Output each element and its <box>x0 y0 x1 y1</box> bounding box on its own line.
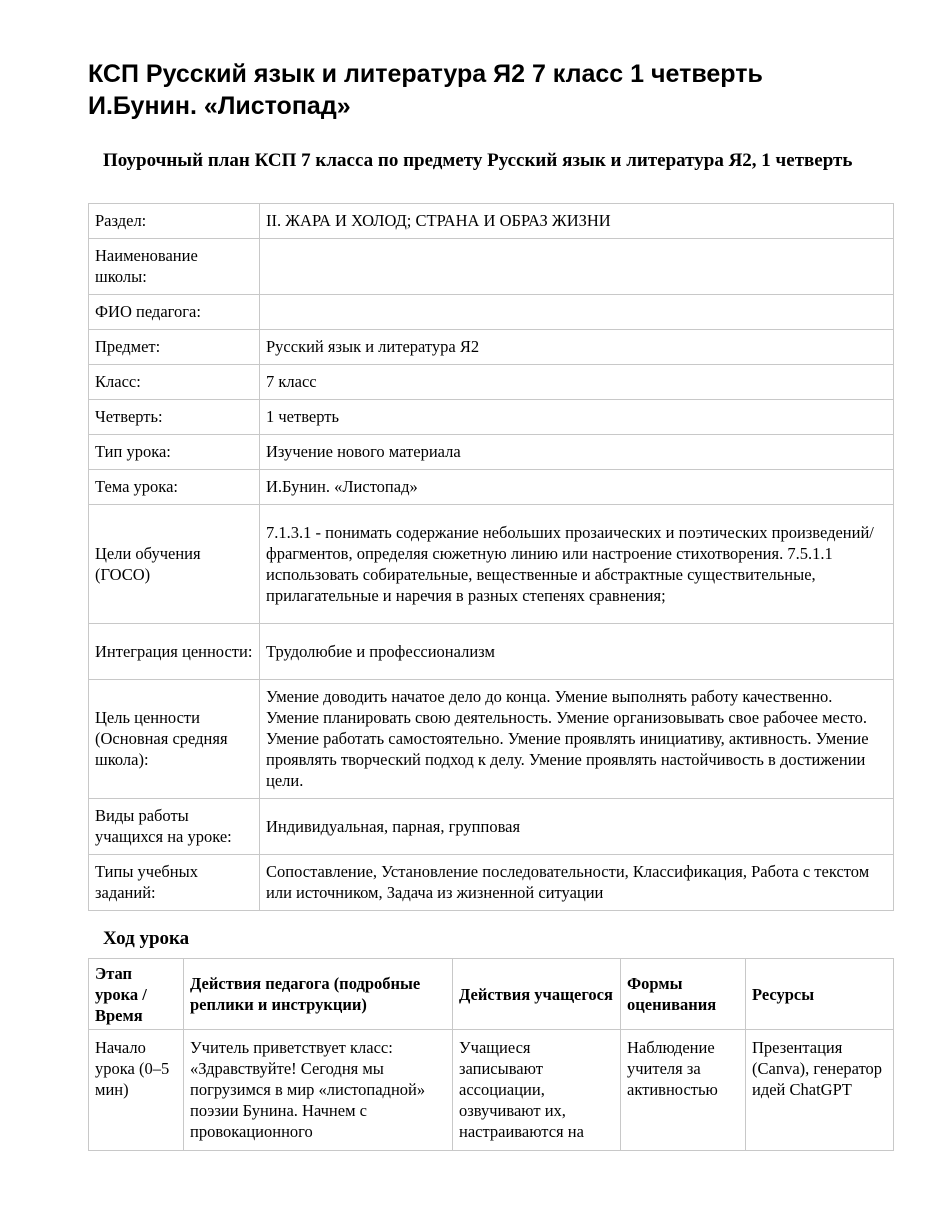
table-row <box>89 680 894 799</box>
cell-teacher-actions: Учитель приветствует класс: «Здравствуйте! Сегодня мы погрузимся в мир «листопадной» поэзии Бунина. Начнем с провокационного <box>184 1030 453 1151</box>
table-row <box>89 470 894 505</box>
lesson-info-table <box>88 203 894 911</box>
row-label: Четверть: <box>89 400 260 435</box>
row-value: 7.1.3.1 - понимать содержание небольших прозаических и поэтических произведений/ фрагментов, определяя сюжетную линию или настроение стихотворения. 7.5.1.1 использовать собирательные, вещественные и абстрактные существительные, прилагательные и наречия в разных степенях сравнения; <box>260 505 894 624</box>
row-value: Русский язык и литература Я2 <box>260 330 894 365</box>
table-header-row <box>89 959 894 1030</box>
column-header-teacher-actions: Действия педагога (подробные реплики и инструкции) <box>184 959 453 1030</box>
row-value: Умение доводить начатое дело до конца. Умение выполнять работу качественно. Умение планировать свою деятельность. Умение организовывать свое рабочее место. Умение работать самостоятельно. Умение проявлять инициативу, активность. Умение проявлять творческий подход к делу. Умение проявлять настойчивость в достижении цели. <box>260 680 894 799</box>
table-row <box>89 400 894 435</box>
table-row <box>89 239 894 295</box>
table-row <box>89 1030 894 1151</box>
row-label: ФИО педагога: <box>89 295 260 330</box>
row-label: Раздел: <box>89 204 260 239</box>
row-label: Цели обучения (ГОСО) <box>89 505 260 624</box>
row-value: Сопоставление, Установление последовательности, Классификация, Работа с текстом или источником, Задача из жизненной ситуации <box>260 855 894 911</box>
row-label: Тема урока: <box>89 470 260 505</box>
row-label: Предмет: <box>89 330 260 365</box>
title-line-2: И.Бунин. «Листопад» <box>88 92 351 120</box>
column-header-stage: Этап урока / Время <box>89 959 184 1030</box>
lesson-flow-table <box>88 958 894 1151</box>
table-row <box>89 295 894 330</box>
lesson-plan-heading: Поурочный план КСП 7 класса по предмету Русский язык и литература Я2, 1 четверть <box>103 150 853 171</box>
column-header-student-actions: Действия учащегося <box>453 959 621 1030</box>
cell-student-actions: Учащиеся записывают ассоциации, озвучивают их, настраиваются на <box>453 1030 621 1151</box>
cell-stage: Начало урока (0–5 мин) <box>89 1030 184 1151</box>
table-row <box>89 365 894 400</box>
lesson-flow-heading: Ход урока <box>103 928 190 949</box>
title-line-1: КСП Русский язык и литература Я2 7 класс 1 четверть <box>88 60 763 88</box>
row-value <box>260 239 894 295</box>
column-header-resources: Ресурсы <box>746 959 894 1030</box>
row-value: И.Бунин. «Листопад» <box>260 470 894 505</box>
row-value: 7 класс <box>260 365 894 400</box>
table-row <box>89 435 894 470</box>
table-row <box>89 204 894 239</box>
table-row <box>89 505 894 624</box>
row-value: Изучение нового материала <box>260 435 894 470</box>
row-value <box>260 295 894 330</box>
row-value: Трудолюбие и профессионализм <box>260 624 894 680</box>
row-label: Типы учебных заданий: <box>89 855 260 911</box>
row-label: Интеграция ценности: <box>89 624 260 680</box>
row-label: Класс: <box>89 365 260 400</box>
table-row <box>89 855 894 911</box>
table-row <box>89 799 894 855</box>
row-label: Цель ценности (Основная средняя школа): <box>89 680 260 799</box>
table-row <box>89 624 894 680</box>
row-label: Виды работы учащихся на уроке: <box>89 799 260 855</box>
row-label: Тип урока: <box>89 435 260 470</box>
row-label: Наименование школы: <box>89 239 260 295</box>
row-value: II. ЖАРА И ХОЛОД; СТРАНА И ОБРАЗ ЖИЗНИ <box>260 204 894 239</box>
table-row <box>89 330 894 365</box>
document-title <box>88 58 888 122</box>
row-value: Индивидуальная, парная, групповая <box>260 799 894 855</box>
cell-resources: Презентация (Canva), генератор идей ChatGPT <box>746 1030 894 1151</box>
cell-assessment: Наблюдение учителя за активностью <box>621 1030 746 1151</box>
column-header-assessment: Формы оценивания <box>621 959 746 1030</box>
row-value: 1 четверть <box>260 400 894 435</box>
